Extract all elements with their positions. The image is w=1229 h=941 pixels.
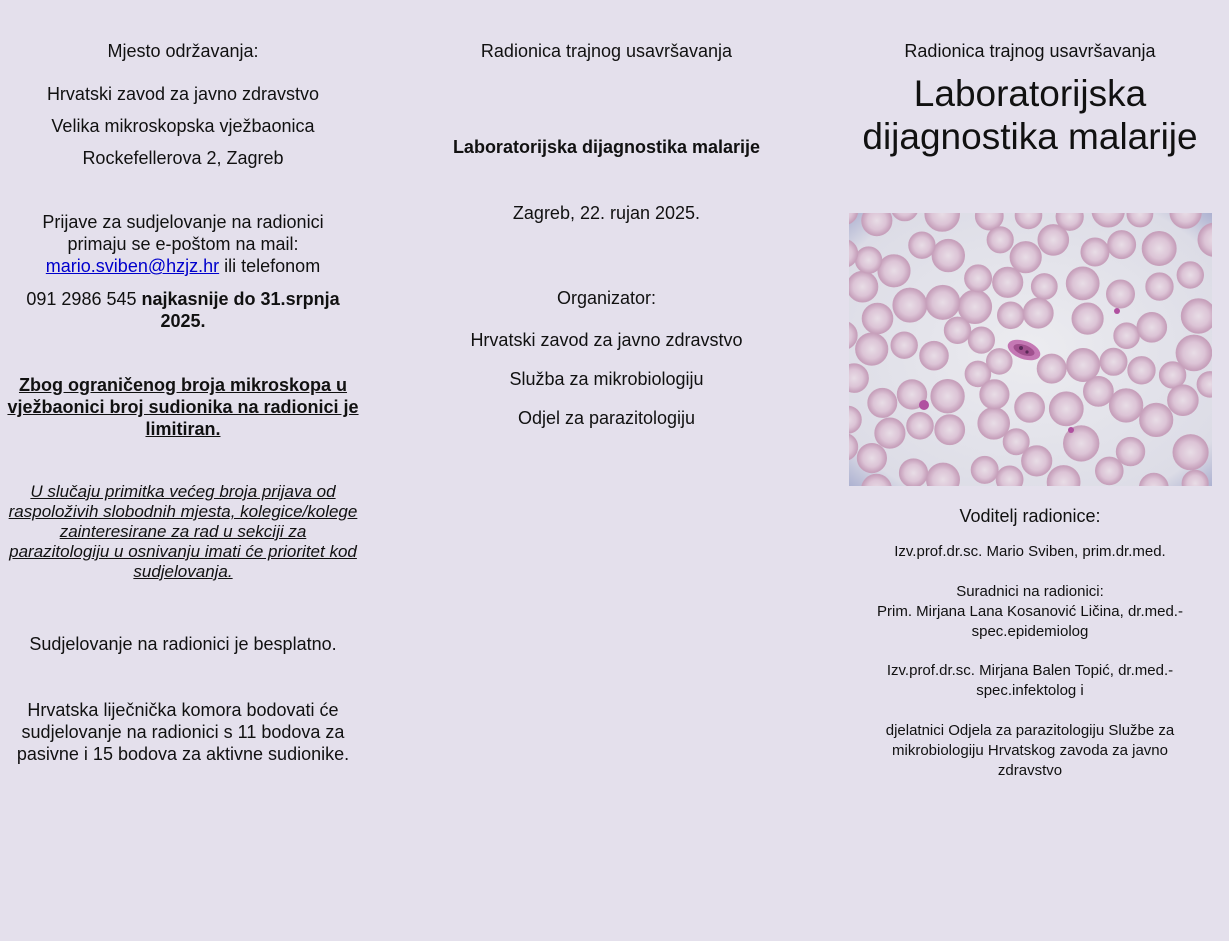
erythrocyte: [1177, 262, 1204, 289]
erythrocyte: [1142, 231, 1176, 265]
erythrocyte: [935, 415, 965, 445]
free-notice: Sudjelovanje na radionici je besplatno.: [29, 634, 337, 654]
erythrocyte: [1137, 312, 1167, 342]
blood-smear-photo: [849, 213, 1212, 486]
collaborator-3: djelatnici Odjela za parazitologiju Službe za mikrobiologiju Hrvatskog zavoda za javno zdravstvo: [885, 722, 1175, 779]
cover-title-line-2: dijagnostika malarije: [862, 116, 1198, 157]
venue-heading: Mjesto održavanja:: [107, 41, 259, 61]
erythrocyte: [875, 418, 906, 449]
erythrocyte: [1146, 273, 1174, 301]
registration-line-2: primaju se e-poštom na mail:: [67, 234, 299, 254]
erythrocyte: [932, 239, 965, 272]
erythrocyte: [1176, 335, 1212, 371]
deadline: najkasnije do 31.srpnja 2025.: [136, 289, 340, 331]
erythrocyte: [920, 341, 949, 370]
erythrocyte: [1116, 437, 1145, 466]
erythrocyte: [944, 317, 971, 344]
erythrocyte: [1095, 457, 1123, 485]
venue-room: Velika mikroskopska vježbaonica: [51, 116, 315, 136]
erythrocyte: [971, 456, 998, 483]
parasite-dot: [919, 400, 929, 410]
collaborator-1: Prim. Mirjana Lana Kosanović Ličina, dr.med.-spec.epidemiolog: [877, 603, 1183, 640]
erythrocyte: [1167, 385, 1198, 416]
erythrocyte: [907, 412, 934, 439]
erythrocyte: [849, 271, 878, 302]
erythrocyte: [980, 380, 1010, 410]
collaborator-2: Izv.prof.dr.sc. Mirjana Balen Topić, dr.med.-spec.infektolog i: [886, 662, 1174, 699]
limit-notice: Zbog ograničenog broja mikroskopa u vježbaonici broj sudionika na radionici je limitiran.: [7, 375, 359, 439]
erythrocyte: [987, 227, 1014, 254]
erythrocyte: [1128, 356, 1156, 384]
priority-notice: U slučaju primitka većeg broja prijava od raspoloživih slobodnih mjesta, kolegice/kolege zainteresirane za rad u sekciji za parazitologiju u osnivanju imati će prioritet kod sudjelovanja.: [8, 482, 358, 581]
erythrocyte: [1081, 238, 1109, 266]
erythrocyte: [986, 348, 1012, 374]
event-title: Laboratorijska dijagnostika malarije: [452, 137, 761, 157]
erythrocyte: [1003, 429, 1029, 455]
erythrocyte: [1173, 434, 1209, 470]
erythrocyte: [855, 247, 882, 274]
registration-deadline: [0, 288, 366, 332]
registration-or-phone: ili telefonom: [219, 256, 321, 276]
lead-heading: Voditelj radionice:: [959, 506, 1101, 526]
erythrocyte: [1031, 273, 1057, 299]
erythrocyte: [1066, 348, 1099, 381]
erythrocyte: [1181, 299, 1212, 334]
registration-contact: [0, 255, 366, 277]
erythrocyte: [1066, 267, 1099, 300]
organizer-department: Odjel za parazitologiju: [517, 408, 696, 428]
erythrocyte: [893, 288, 927, 322]
erythrocyte: [997, 302, 1024, 329]
cover-title-line-1: Laboratorijska: [913, 73, 1147, 114]
lead-name: Izv.prof.dr.sc. Mario Sviben, prim.dr.med.: [894, 543, 1166, 560]
erythrocyte: [878, 255, 911, 288]
erythrocyte: [1109, 389, 1143, 423]
erythrocyte: [1037, 354, 1066, 383]
parasite-dot: [1114, 308, 1120, 314]
registration-line-1: Prijave za sudjelovanje na radionici: [42, 212, 324, 232]
erythrocyte: [1106, 280, 1134, 308]
erythrocyte: [899, 459, 928, 486]
erythrocyte: [1139, 403, 1173, 437]
venue-name: Hrvatski zavod za javno zdravstvo: [46, 84, 320, 104]
erythrocyte: [1010, 241, 1042, 273]
event-header: Radionica trajnog usavršavanja: [480, 41, 733, 61]
erythrocyte: [1072, 303, 1104, 335]
erythrocyte: [868, 388, 897, 417]
phone-number: 091 2986 545: [26, 289, 137, 309]
erythrocyte: [857, 443, 887, 473]
erythrocyte: [992, 267, 1023, 298]
erythrocyte: [1100, 348, 1127, 375]
erythrocyte: [964, 265, 991, 292]
erythrocyte: [968, 327, 995, 354]
organizer-heading: Organizator:: [556, 288, 657, 308]
erythrocyte: [862, 303, 893, 334]
event-date: Zagreb, 22. rujan 2025.: [512, 203, 701, 223]
erythrocyte: [1023, 298, 1053, 328]
erythrocyte: [855, 333, 888, 366]
erythrocyte: [1015, 392, 1045, 422]
erythrocyte: [931, 379, 965, 413]
erythrocyte: [909, 232, 936, 259]
collaborators-heading: Suradnici na radionici:: [956, 583, 1104, 600]
erythrocyte: [1107, 230, 1135, 258]
cover-header: Radionica trajnog usavršavanja: [904, 41, 1156, 61]
erythrocyte: [1114, 323, 1140, 349]
venue-address: Rockefellerova 2, Zagreb: [82, 148, 284, 168]
erythrocyte: [926, 285, 960, 319]
organizer-service: Služba za mikrobiologiju: [509, 369, 704, 389]
parasite-dot: [1068, 427, 1074, 433]
email-link[interactable]: mario.sviben@hzjz.hr: [45, 256, 220, 276]
erythrocyte: [1049, 392, 1083, 426]
credits-notice: Hrvatska liječnička komora bodovati će sudjelovanje na radionici s 11 bodova za pasivne i 15 bodova za aktivne sudionike.: [16, 700, 350, 764]
organizer-name: Hrvatski zavod za javno zdravstvo: [470, 330, 743, 350]
erythrocyte: [891, 332, 918, 359]
